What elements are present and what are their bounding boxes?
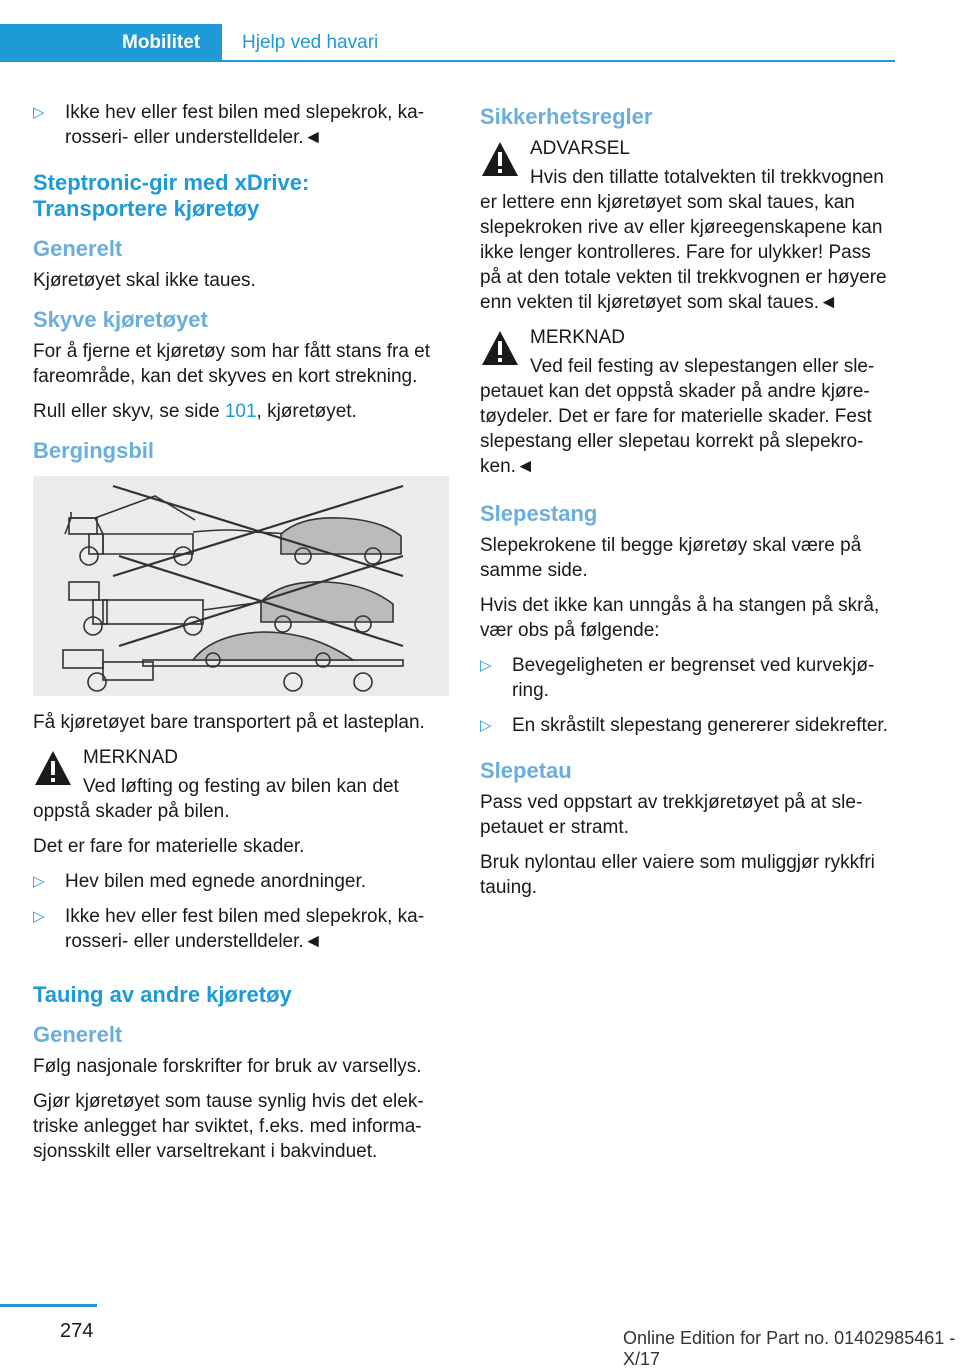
warning-title: ADVARSEL: [530, 138, 630, 159]
paragraph: Bruk nylontau eller vaiere som muliggjør rykkfri tauing.: [480, 852, 875, 898]
paragraph: Rull eller skyv, se side 101, kjøretøyet.: [33, 401, 357, 422]
tab-mobilitet[interactable]: Mobilitet: [0, 24, 222, 62]
bullet-triangle-icon: ▷: [480, 657, 492, 674]
right-column: [480, 100, 896, 910]
subsection-heading: Generelt: [33, 1022, 123, 1047]
left-column: [33, 100, 449, 1174]
edition-text: Online Edition for Part no. 01402985461 - X/17: [623, 1328, 956, 1369]
bullet-triangle-icon: ▷: [480, 717, 492, 734]
page-number: 274: [60, 1320, 94, 1342]
subsection-heading: Sikkerhetsregler: [480, 104, 653, 129]
section-heading: Tauing av andre kjøretøy: [33, 982, 292, 1007]
list-item: ▷ Ikke hev eller fest bilen med slepekrok, karosseri- eller understelldeler.◄: [33, 906, 425, 952]
note-body: Ved feil festing av slepestangen eller slepetauet kan det oppstå skader på andre kjøretøydeler. Det er fare for materielle skader. Fest slepestang eller slepetau korrekt på slepekroken.◄: [480, 356, 875, 477]
paragraph: Slepekrokene til begge kjøretøy skal være på samme side.: [480, 535, 862, 581]
paragraph: Kjøretøyet skal ikke taues.: [33, 270, 256, 291]
list-item: ▷ Bevegeligheten er begrenset ved kurvekjøring.: [480, 655, 875, 701]
note-box: [480, 325, 896, 350]
note-title: MERKNAD: [83, 747, 179, 768]
tab-hjelp-ved-havari[interactable]: Hjelp ved havari: [242, 32, 379, 53]
bullet-triangle-icon: ▷: [33, 873, 45, 890]
tow-truck-illustration: [33, 476, 449, 696]
paragraph: Pass ved oppstart av trekkjøretøyet på at slepetauet er stramt.: [480, 792, 863, 838]
header-rule: [222, 60, 895, 62]
subsection-heading: Skyve kjøretøyet: [33, 307, 208, 332]
header-bar: [0, 0, 895, 62]
warning-body: Hvis den tillatte totalvekten til trekkvognen er lettere enn kjøretøyet som skal taues, kan slepekroken rive av eller kjøreegenskapene kan ikke lenger kontrolleres. Fare for ulykker! Pass på at den totale vekten til trekkvognen er høyere enn vekten til kjøretøyet som skal taues.◄: [480, 167, 887, 313]
paragraph: Gjør kjøretøyet som tause synlig hvis det elektriske anlegget har sviktet, f.eks. med informasjonsskilt eller varseltrekant i bakvinduet.: [33, 1091, 424, 1162]
warning-triangle-icon: [480, 329, 520, 374]
subsection-heading: Slepestang: [480, 501, 598, 526]
subsection-heading: Generelt: [33, 236, 123, 261]
list-item: ▷ En skråstilt slepestang genererer sidekrefter.: [480, 715, 888, 736]
subsection-heading: Bergingsbil: [33, 438, 155, 463]
tow-truck-svg: [33, 476, 449, 696]
paragraph: Følg nasjonale forskrifter for bruk av varsellys.: [33, 1056, 422, 1077]
warning-triangle-icon: [33, 749, 73, 794]
paragraph: Hvis det ikke kan unngås å ha stangen på skrå, vær obs på følgende:: [480, 595, 880, 641]
paragraph: Det er fare for materielle skader.: [33, 836, 305, 857]
note-body: Ved løfting og festing av bilen kan det oppstå skader på bilen.: [33, 776, 399, 822]
paragraph: For å fjerne et kjøretøy som har fått stans fra et fareområde, kan det skyves en kort strekning.: [33, 341, 431, 387]
subsection-heading: Slepetau: [480, 758, 572, 783]
note-box: [33, 745, 449, 770]
note-title: MERKNAD: [530, 327, 626, 348]
bullet-triangle-icon: ▷: [33, 104, 45, 121]
paragraph: Få kjøretøyet bare transportert på et lasteplan.: [33, 712, 425, 733]
list-item: ▷ Hev bilen med egnede anordninger.: [33, 871, 367, 892]
warning-triangle-icon: [480, 140, 520, 185]
list-item: ▷ Ikke hev eller fest bilen med slepekrok, karosseri- eller understelldeler.◄: [33, 102, 425, 148]
section-heading: Steptronic-gir med xDrive: Transportere kjøretøy: [33, 170, 310, 221]
page-link[interactable]: 101: [224, 401, 257, 422]
warning-box: [480, 136, 896, 161]
footer-rule: [0, 1304, 97, 1307]
bullet-triangle-icon: ▷: [33, 908, 45, 925]
